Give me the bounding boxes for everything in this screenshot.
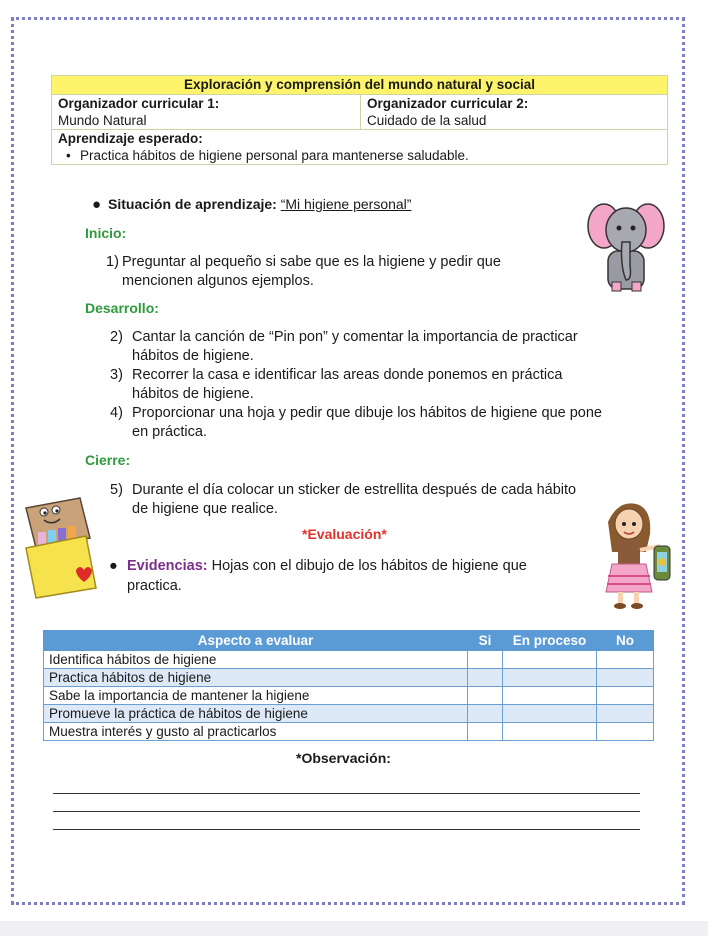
rubric-check-no[interactable] bbox=[597, 669, 654, 687]
item-text: Proporcionar una hoja y pedir que dibuje los hábitos de higiene que pone en práctica. bbox=[132, 405, 602, 440]
observacion-line-1[interactable] bbox=[53, 793, 640, 794]
org1-label: Organizador curricular 1: bbox=[58, 96, 220, 111]
desarrollo-heading: Desarrollo: bbox=[85, 300, 159, 316]
rubric-aspect: Promueve la práctica de hábitos de higiene bbox=[44, 705, 468, 723]
item-number: 3) bbox=[110, 367, 123, 383]
crayon-box-clipart-icon bbox=[20, 492, 102, 602]
evidencias-text: Hojas con el dibujo de los hábitos de higiene que practica. bbox=[127, 558, 527, 594]
rubric-col-aspecto: Aspecto a evaluar bbox=[44, 631, 468, 651]
inicio-item bbox=[106, 253, 556, 291]
org2-label: Organizador curricular 2: bbox=[367, 96, 529, 111]
table-row bbox=[44, 651, 654, 669]
aprendizaje-label: Aprendizaje esperado: bbox=[58, 131, 203, 146]
item-number: 1) bbox=[106, 254, 119, 270]
rubric-check-en-proceso[interactable] bbox=[503, 705, 597, 723]
observacion-label: *Observación: bbox=[296, 750, 391, 766]
evidencias-line bbox=[109, 556, 567, 596]
item-number: 4) bbox=[110, 405, 123, 421]
elephant-clipart-icon bbox=[586, 196, 666, 296]
rubric-check-si[interactable] bbox=[468, 687, 503, 705]
evaluacion-heading: *Evaluación* bbox=[302, 526, 387, 542]
rubric-check-en-proceso[interactable] bbox=[503, 687, 597, 705]
bullet-icon: ● bbox=[109, 558, 118, 574]
desarrollo-item-4 bbox=[110, 404, 605, 442]
rubric-check-no[interactable] bbox=[597, 705, 654, 723]
girl-lantern-clipart-icon bbox=[598, 500, 680, 612]
item-number: 5) bbox=[110, 482, 123, 498]
desarrollo-item-2 bbox=[110, 328, 605, 366]
rubric-aspect: Muestra interés y gusto al practicarlos bbox=[44, 723, 468, 741]
page-bottom-strip bbox=[0, 921, 708, 936]
item-text: Cantar la canción de “Pin pon” y comentar la importancia de practicar hábitos de higiene. bbox=[132, 329, 578, 364]
rubric-aspect: Sabe la importancia de mantener la higiene bbox=[44, 687, 468, 705]
item-text: Recorrer la casa e identificar las areas donde ponemos en práctica hábitos de higiene. bbox=[132, 367, 563, 402]
rubric-col-si: Si bbox=[468, 631, 503, 651]
rubric-check-en-proceso[interactable] bbox=[503, 723, 597, 741]
rubric-col-en-proceso: En proceso bbox=[503, 631, 597, 651]
situacion-line bbox=[92, 196, 412, 213]
rubric-check-si[interactable] bbox=[468, 669, 503, 687]
item-text: Preguntar al pequeño si sabe que es la higiene y pedir que mencionen algunos ejemplos. bbox=[122, 254, 501, 289]
table-row bbox=[44, 669, 654, 687]
rubric-check-si[interactable] bbox=[468, 705, 503, 723]
desarrollo-item-3 bbox=[110, 366, 605, 404]
rubric-table bbox=[43, 630, 654, 741]
cierre-item-5 bbox=[110, 481, 580, 519]
header-title: Exploración y comprensión del mundo natural y social bbox=[52, 76, 668, 95]
inicio-heading: Inicio: bbox=[85, 225, 127, 241]
situacion-label: Situación de aprendizaje: bbox=[108, 196, 277, 212]
situacion-name: “Mi higiene personal” bbox=[280, 196, 412, 212]
rubric-check-no[interactable] bbox=[597, 723, 654, 741]
table-row bbox=[44, 687, 654, 705]
org2-value: Cuidado de la salud bbox=[367, 113, 487, 128]
rubric-check-si[interactable] bbox=[468, 723, 503, 741]
evidencias-label: Evidencias: bbox=[127, 558, 208, 574]
header-table bbox=[51, 75, 668, 165]
rubric-check-en-proceso[interactable] bbox=[503, 669, 597, 687]
aprendizaje-item: • Practica hábitos de higiene personal para mantenerse saludable. bbox=[58, 147, 661, 164]
item-text: Durante el día colocar un sticker de estrellita después de cada hábito de higiene que realice. bbox=[132, 482, 577, 517]
table-row bbox=[44, 723, 654, 741]
rubric-check-no[interactable] bbox=[597, 687, 654, 705]
rubric-check-si[interactable] bbox=[468, 651, 503, 669]
observacion-line-2[interactable] bbox=[53, 811, 640, 812]
cierre-heading: Cierre: bbox=[85, 452, 131, 468]
observacion-line-3[interactable] bbox=[53, 829, 640, 830]
bullet-icon: ● bbox=[92, 196, 102, 213]
rubric-check-no[interactable] bbox=[597, 651, 654, 669]
rubric-check-en-proceso[interactable] bbox=[503, 651, 597, 669]
table-row bbox=[44, 705, 654, 723]
rubric-aspect: Identifica hábitos de higiene bbox=[44, 651, 468, 669]
item-number: 2) bbox=[110, 329, 123, 345]
rubric-col-no: No bbox=[597, 631, 654, 651]
rubric-aspect: Practica hábitos de higiene bbox=[44, 669, 468, 687]
org1-value: Mundo Natural bbox=[58, 113, 147, 128]
